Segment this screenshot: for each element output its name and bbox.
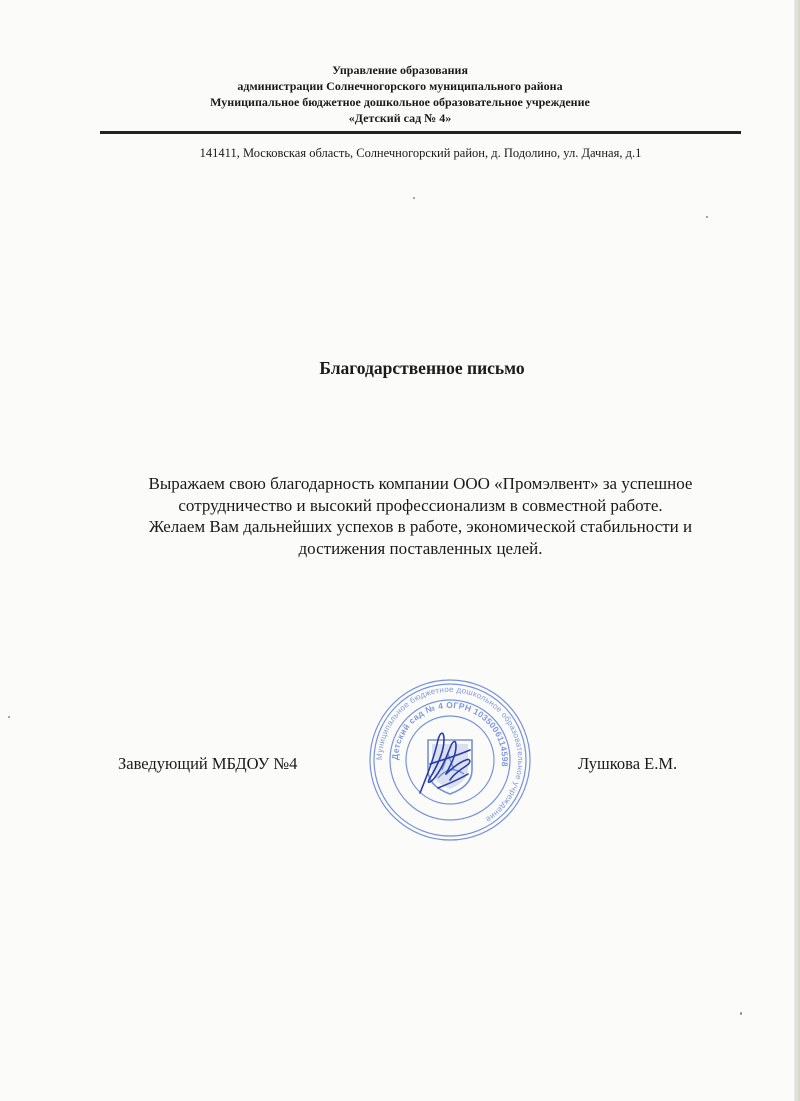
scan-speck — [8, 716, 10, 718]
scan-speck — [706, 216, 708, 218]
page-edge — [794, 0, 800, 1101]
letterhead-line-2: администрации Солнечногорского муниципального района — [237, 79, 563, 93]
body-line: Выражаем свою благодарность компании ООО «Промэлвент» за успешное — [148, 474, 693, 493]
letter-body — [100, 473, 741, 559]
signatory-position: Заведующий МБДОУ №4 — [118, 754, 298, 773]
document-title: Благодарственное письмо — [319, 358, 525, 378]
letterhead-line-3: Муниципальное бюджетное дошкольное образовательное учреждение — [210, 95, 590, 109]
signature-icon — [400, 718, 490, 808]
body-line: Желаем Вам дальнейших успехов в работе, экономической стабильности и — [148, 517, 693, 536]
letterhead-line-1: Управление образования — [332, 63, 468, 77]
svg-text:Детский сад № 4 ОГРН 103500611: Детский сад № 4 ОГРН 1035006114598 — [389, 699, 511, 768]
body-line: сотрудничество и высокий профессионализм в совместной работе. — [178, 495, 663, 515]
letterhead — [0, 62, 800, 126]
scan-speck — [740, 1012, 742, 1015]
address-line: 141411, Московская область, Солнечногорский район, д. Подолино, ул. Дачная, д.1 — [199, 146, 642, 160]
signatory-name: Лушкова Е.М. — [578, 754, 678, 773]
letterhead-line-4: «Детский сад № 4» — [348, 111, 452, 125]
letterhead-divider — [100, 131, 741, 134]
svg-text:Муниципальное бюджетное дошкол: Муниципальное бюджетное дошкольное образовательное учреждение — [374, 684, 526, 825]
body-line: достижения поставленных целей. — [298, 538, 543, 558]
scan-speck — [413, 197, 415, 199]
